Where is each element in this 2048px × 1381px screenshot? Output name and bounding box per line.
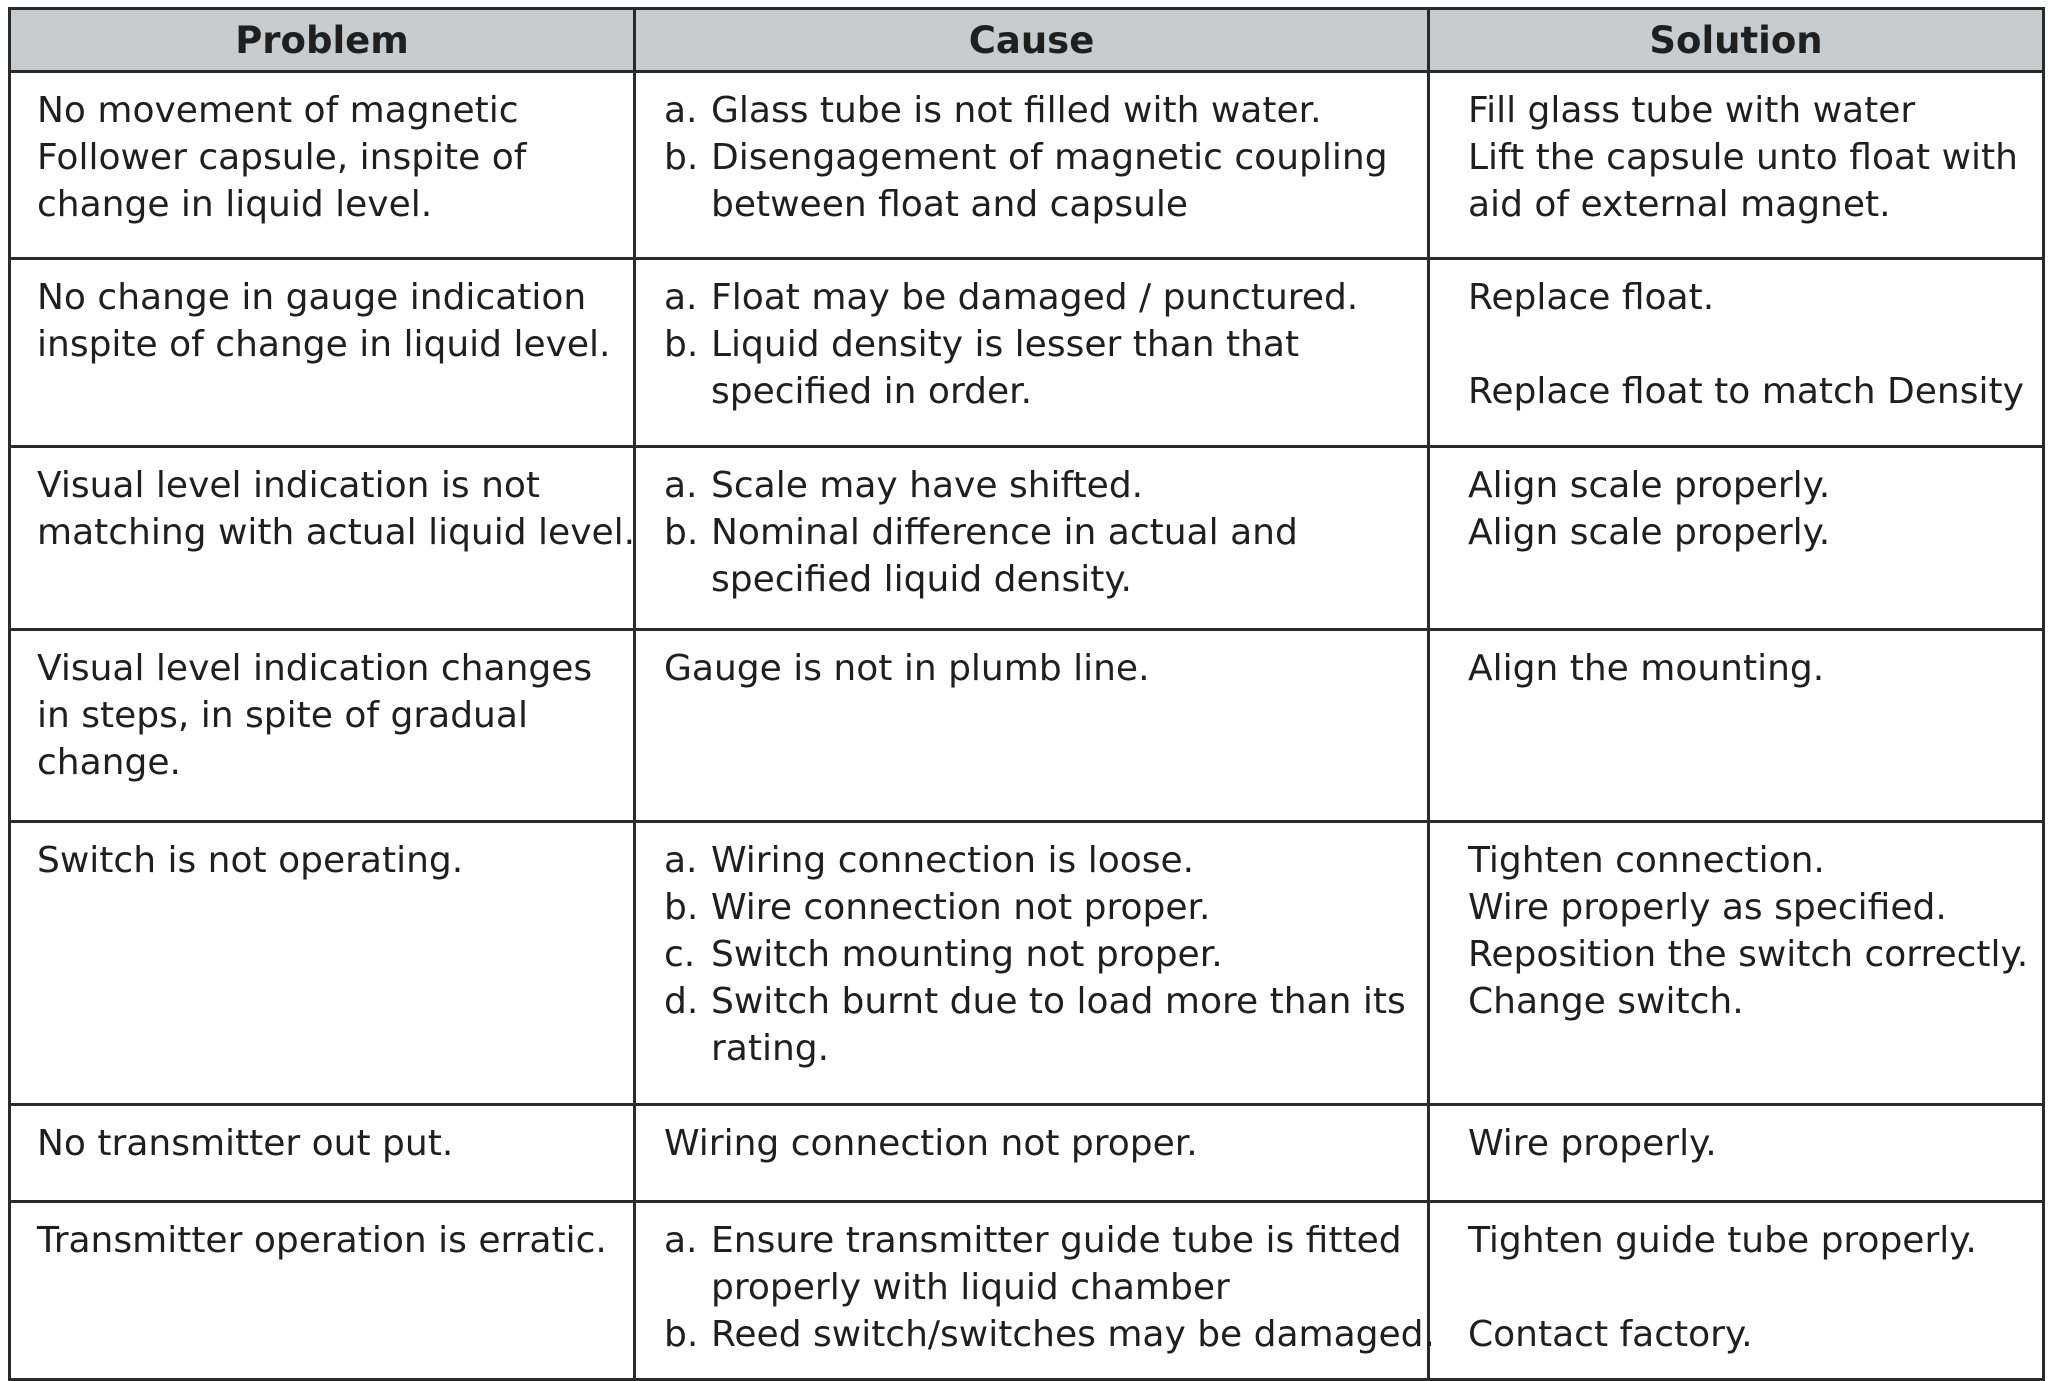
cause-line: Scale may have shifted. [711, 465, 1144, 506]
solution-line: Align the mounting. [1468, 648, 1825, 689]
solution-spacer [1468, 1264, 2032, 1311]
cause-cell [635, 72, 1429, 259]
solution-line: Align scale properly. [1468, 512, 1831, 553]
problem-cell [10, 72, 635, 259]
cause-marker: b. [664, 137, 699, 178]
solution-cell [1429, 72, 2044, 259]
header-cause: Cause [635, 9, 1429, 72]
cause-line: Liquid density is lesser than that [711, 324, 1300, 365]
cause-item [664, 321, 1417, 415]
cause-line: Wiring connection not proper. [664, 1123, 1198, 1164]
table-row [10, 259, 2044, 447]
cause-cell [635, 259, 1429, 447]
problem-line: change. [37, 742, 181, 783]
cause-marker: d. [664, 981, 699, 1022]
problem-line: change in liquid level. [37, 184, 433, 225]
solution-cell [1429, 630, 2044, 822]
cause-marker: b. [664, 1314, 699, 1355]
problem-line: inspite of change in liquid level. [37, 324, 611, 365]
problem-line: Visual level indication changes [37, 648, 593, 689]
cause-marker: a. [664, 465, 698, 506]
cause-line: Nominal difference in actual and [711, 512, 1298, 553]
cause-line: rating. [711, 1028, 830, 1069]
solution-cell [1429, 1105, 2044, 1202]
problem-cell [10, 259, 635, 447]
problem-cell [10, 447, 635, 630]
table-row [10, 1202, 2044, 1380]
cause-line: Switch mounting not proper. [711, 934, 1223, 975]
table-row [10, 72, 2044, 259]
cause-line: Gauge is not in plumb line. [664, 648, 1150, 689]
cause-line: Glass tube is not filled with water. [711, 90, 1322, 131]
solution-line: Contact factory. [1468, 1314, 1753, 1355]
problem-line: Visual level indication is not [37, 465, 541, 506]
cause-line: Reed switch/switches may be damaged. [711, 1314, 1435, 1355]
problem-line: Follower capsule, inspite of [37, 137, 527, 178]
header-row [10, 9, 2044, 72]
problem-line: Switch is not operating. [37, 840, 464, 881]
problem-cell [10, 1105, 635, 1202]
cause-line: specified liquid density. [711, 559, 1132, 600]
solution-line: Wire properly as specified. [1468, 887, 1947, 928]
problem-cell [10, 822, 635, 1105]
solution-line: Change switch. [1468, 981, 1744, 1022]
cause-cell [635, 447, 1429, 630]
solution-line: Replace float to match Density [1468, 371, 2024, 412]
solution-line: Tighten connection. [1468, 840, 1825, 881]
cause-line: Ensure transmitter guide tube is fitted [711, 1220, 1402, 1261]
problem-cell [10, 1202, 635, 1380]
cause-line: Wiring connection is loose. [711, 840, 1195, 881]
solution-cell [1429, 1202, 2044, 1380]
cause-cell [635, 1202, 1435, 1380]
solution-cell [1429, 822, 2044, 1105]
table-row [10, 822, 2044, 1105]
solution-line: Fill glass tube with water [1468, 90, 1916, 131]
cause-cell [635, 630, 1429, 822]
problem-line: No change in gauge indication [37, 277, 587, 318]
solution-line: Replace float. [1468, 277, 1715, 318]
cause-item [664, 274, 1417, 321]
cause-marker: a. [664, 1220, 698, 1261]
problem-line: Transmitter operation is erratic. [37, 1220, 607, 1261]
header-problem: Problem [10, 9, 635, 72]
header-solution: Solution [1429, 9, 2044, 72]
cause-item [664, 837, 1417, 884]
cause-item [664, 134, 1417, 228]
solution-line: aid of external magnet. [1468, 184, 1891, 225]
cause-cell [635, 1105, 1429, 1202]
cause-item [664, 931, 1417, 978]
table-row [10, 447, 2044, 630]
solution-line: Reposition the switch correctly. [1468, 934, 2029, 975]
problem-line: matching with actual liquid level. [37, 512, 636, 553]
troubleshooting-table [8, 7, 2045, 1381]
cause-marker: c. [664, 934, 696, 975]
solution-line: Tighten guide tube properly. [1468, 1220, 1977, 1261]
cause-line: Disengagement of magnetic coupling [711, 137, 1388, 178]
cause-line: specified in order. [711, 371, 1033, 412]
cause-marker: b. [664, 512, 699, 553]
problem-line: No transmitter out put. [37, 1123, 454, 1164]
cause-item [664, 87, 1417, 134]
cause-line: properly with liquid chamber [711, 1267, 1230, 1308]
cause-item [664, 884, 1417, 931]
problem-cell [10, 630, 635, 822]
solution-line: Lift the capsule unto float with [1468, 137, 2018, 178]
solution-cell [1429, 447, 2044, 630]
cause-marker: b. [664, 887, 699, 928]
cause-item [664, 509, 1417, 603]
problem-line: in steps, in spite of gradual [37, 695, 528, 736]
solution-line: Align scale properly. [1468, 465, 1831, 506]
cause-marker: a. [664, 277, 698, 318]
cause-item [664, 462, 1417, 509]
table-row [10, 1105, 2044, 1202]
cause-line: between float and capsule [711, 184, 1189, 225]
problem-line: No movement of magnetic [37, 90, 519, 131]
cause-marker: a. [664, 840, 698, 881]
table-row [10, 630, 2044, 822]
cause-line: Wire connection not proper. [711, 887, 1211, 928]
cause-marker: a. [664, 90, 698, 131]
cause-line: Float may be damaged / punctured. [711, 277, 1359, 318]
cause-marker: b. [664, 324, 699, 365]
cause-item [664, 1217, 1417, 1311]
cause-item [664, 1311, 1435, 1358]
solution-line: Wire properly. [1468, 1123, 1717, 1164]
cause-item [664, 978, 1417, 1072]
solution-spacer [1468, 321, 2032, 368]
cause-line: Switch burnt due to load more than its [711, 981, 1406, 1022]
solution-cell [1429, 259, 2044, 447]
cause-cell [635, 822, 1429, 1105]
